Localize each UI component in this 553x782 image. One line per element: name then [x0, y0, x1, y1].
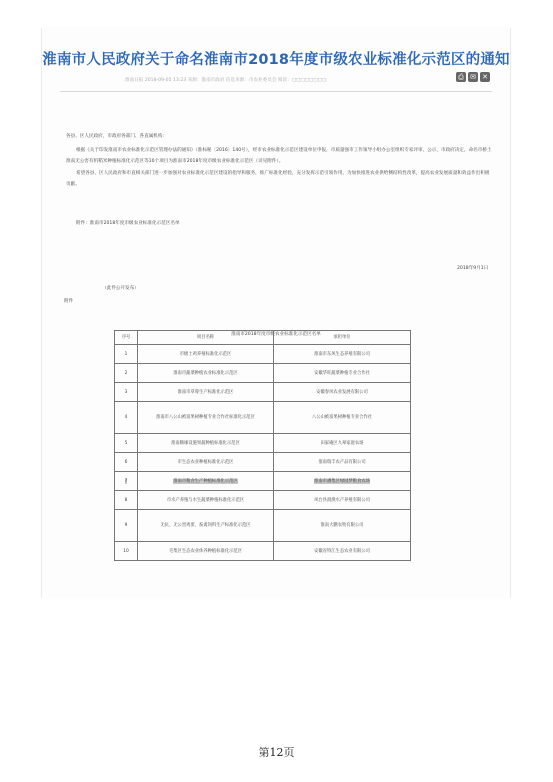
row-unit: 八公山被富果树种植专业合作社 [274, 402, 411, 434]
table-row [115, 402, 411, 434]
page-title: 淮南市人民政府关于命名淮南市2018年度市级农业标准化示范区的通知 [42, 52, 510, 68]
row-unit: 淮南瑞丰农产品有限公司 [274, 453, 411, 472]
row-no: 6 [115, 453, 138, 472]
meta-bar [60, 73, 492, 92]
row-unit: 安徽春风农业发展有限公司 [274, 383, 411, 402]
row-name: 淮南市八公山被富果树种植专业合作社标准化示范区 [138, 402, 274, 434]
row-name: 市水产养殖与水生蔬菜种植标准化示范区 [138, 491, 274, 510]
table-row [115, 510, 411, 542]
row-no: 2 [115, 364, 138, 383]
row-unit: 淮南市潘集区绿园梦粮食农场 [274, 472, 411, 491]
table-row [115, 453, 411, 472]
meta-info: 淮南日报 2018-09-05 13:23 来源：淮南市政府 信息来源：市农业委员会 阅读：□□□□□□□□ [125, 78, 327, 83]
page-number: 第12页 [258, 746, 295, 759]
table-row [115, 383, 411, 402]
row-name: 淮南顺缘设施果蔬种植标准化示范区 [138, 434, 274, 453]
row-no: 3 [115, 383, 138, 402]
row-no: 5 [115, 434, 138, 453]
close-icon[interactable]: ✕ [480, 72, 490, 82]
table-header-row [115, 331, 411, 345]
table-title: 淮南市2018年度市级农业标准化示范区名单 [231, 332, 321, 337]
header-no: 序号 [115, 331, 138, 345]
table-row [115, 491, 411, 510]
row-unit: 淮南大鹏农牧有限公司 [274, 510, 411, 542]
table-row-highlighted [115, 472, 411, 491]
row-no: 1 [115, 345, 138, 364]
body-paragraph-1: 根据《关于印发淮南市农业标准化示范区管理办法的通知》（淮标秘〔2016〕140号），经市农业标准化示范区建设单位申报，市质量强市工作领导小组办公室组织专家评审、公示，市政府决定，命名市桥土淮南无公害有机稻米种植标准化示范区等10个项目为淮南市2018年度市级农业标准化示范区（详见附件）。 [66, 148, 492, 164]
row-name: 市级土鸡养殖标准化示范区 [138, 345, 274, 364]
row-unit: 淮南市东风生态养殖有限公司 [274, 345, 411, 364]
row-name: 淮南市蔬菜种植农业标准化示范区 [138, 364, 274, 383]
public-note: （此件公开发布） [102, 286, 139, 291]
row-no: 10 [115, 542, 138, 561]
body-paragraph-2: 希望各县、区人民政府和市直相关部门进一步加强对农业标准化示范区建设的指导和服务，推广标准化经验，充分发挥示范引领作用，为加快推进农业供给侧结构性改革，提高农业发展质量和效益作出积极贡献。 [66, 171, 490, 187]
row-unit: 安徽华旺蔬菜种植专业合作社 [274, 364, 411, 383]
attachment-line: 附件：淮南市2018年度市级农业标准化示范区名单 [76, 221, 180, 226]
row-no: 7 [115, 472, 138, 491]
row-name: 市生态农业种植标准化示范区 [138, 453, 274, 472]
header-name: 项目名称 [138, 331, 274, 345]
row-unit: 田家庵区九翠家庭农场 [274, 434, 411, 453]
row-unit: 安徽省特江生态农业有限公司 [274, 542, 411, 561]
header-unit: 承担单位 [274, 331, 411, 345]
toolbar [456, 72, 490, 82]
row-no: 9 [115, 510, 138, 542]
row-name: 无抗、无公害鸡蛋、畜禽饲料生产标准化示范区 [138, 510, 274, 542]
print-icon[interactable]: ⎙ [456, 72, 466, 82]
row-name: 淮南市粮食生产种植标准化示范区 [138, 472, 274, 491]
share-icon[interactable]: ✉ [468, 72, 478, 82]
table-row [115, 542, 411, 561]
table-row [115, 434, 411, 453]
row-no: 8 [115, 491, 138, 510]
attachment-label: 附件 [64, 299, 74, 304]
issue-date: 2018年9月1日 [457, 266, 489, 271]
row-unit: 凤台县润渔水产养殖有限公司 [274, 491, 411, 510]
row-no: 4 [115, 402, 138, 434]
row-name: 淮南市草莓生产标准化示范区 [138, 383, 274, 402]
greeting: 各县、区人民政府，市政府各部门、各直属机构： [66, 134, 168, 139]
table-row [115, 364, 411, 383]
table-row [115, 345, 411, 364]
demo-zone-table [114, 330, 411, 561]
row-name: 毛集区生态农业休养种植标准化示范区 [138, 542, 274, 561]
